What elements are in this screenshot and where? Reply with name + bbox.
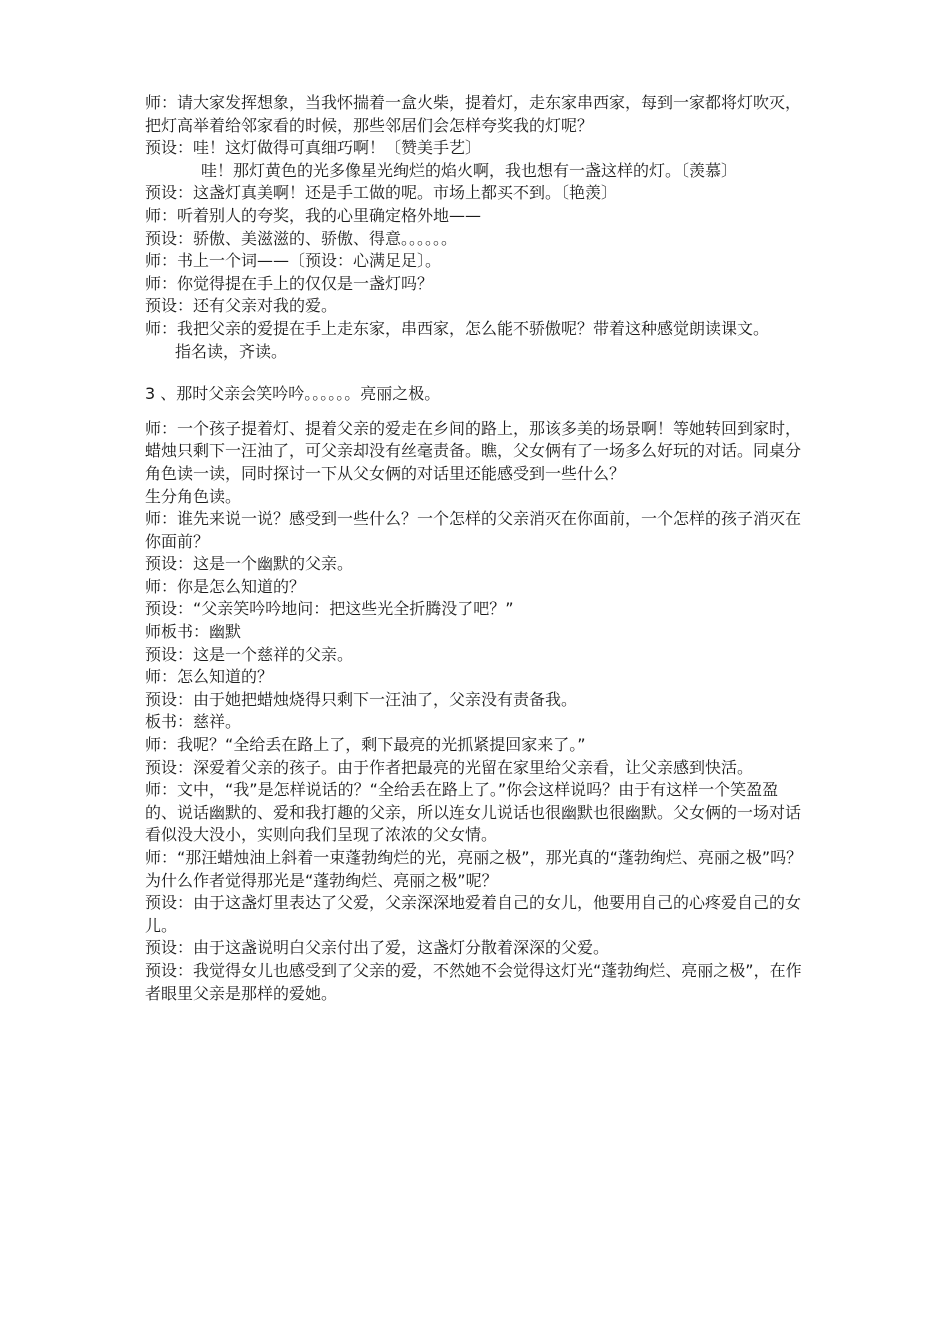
- paragraph: 师：听着别人的夸奖，我的心里确定格外地——: [145, 205, 482, 225]
- paragraph: 预设：这盏灯真美啊！还是手工做的呢。市场上都买不到。〔艳羡〕: [145, 183, 618, 203]
- paragraph: 生分角色读。: [145, 486, 242, 506]
- paragraph: 预设：“父亲笑吟吟地问：把这些光全折腾没了吧？”: [145, 599, 514, 619]
- paragraph: 师：我把父亲的爱提在手上走东家，串西家，怎么能不骄傲呢？带着这种感觉朗读课文。: [145, 318, 770, 338]
- paragraph: 预设：由于这盏说明白父亲付出了爱，这盏灯分散着深深的父爱。: [145, 938, 610, 958]
- paragraph: 预设：这是一个慈祥的父亲。: [145, 644, 354, 664]
- paragraph: 预设：由于她把蜡烛烧得只剩下一汪油了，父亲没有责备我。: [145, 689, 578, 709]
- paragraph: 师：我呢？“全给丢在路上了，剩下最亮的光抓紧提回家来了。”: [145, 735, 586, 755]
- paragraph: 师：一个孩子提着灯、提着父亲的爱走在乡间的路上，那该多美的场景啊！等她转回到家时，蜡烛只剩下一汪油了，可父亲却没有丝毫责备。瞧，父女俩有了一场多么好玩的对话。同桌分角色读一读，同时探讨一下从父女俩的对话里还能感受到一些什么？: [145, 418, 802, 483]
- paragraph: 师：“那汪蜡烛油上斜着一束蓬勃绚烂的光，亮丽之极”，那光真的“蓬勃绚烂、亮丽之极”吗？为什么作者觉得那光是“蓬勃绚烂、亮丽之极”呢？: [145, 848, 803, 890]
- paragraph: 师：请大家发挥想象，当我怀揣着一盒火柴，提着灯，走东家串西家，每到一家都将灯吹灭，把灯高举着给邻家看的时候，那些邻居们会怎样夸奖我的灯呢？: [145, 93, 802, 135]
- paragraph: 师：文中，“我”是怎样说话的？“全给丢在路上了。”你会这样说吗？由于有这样一个笑盈盈的、说话幽默的、爱和我打趣的父亲，所以连女儿说话也很幽默也很幽默。父女俩的一场对话看似没大没小，实则向我们呈现了浓浓的父女情。: [145, 780, 802, 845]
- paragraph: 指名读，齐读。: [175, 341, 288, 361]
- paragraph: 师：书上一个词——〔预设：心满足足〕。: [145, 251, 442, 271]
- paragraph: 预设：还有父亲对我的爱。: [145, 296, 338, 316]
- paragraph: 哇！那灯黄色的光多像星光绚烂的焰火啊，我也想有一盏这样的灯。〔羡慕〕: [201, 160, 738, 180]
- document-page: [145, 92, 807, 1005]
- paragraph: 师板书：幽默: [145, 622, 242, 642]
- paragraph: 师：你觉得提在手上的仅仅是一盏灯吗？: [145, 273, 434, 293]
- paragraph: 预设：由于这盏灯里表达了父爱，父亲深深地爱着自己的女儿，他要用自己的心疼爱自己的女儿。: [145, 893, 802, 935]
- paragraph: 板书：慈祥。: [145, 712, 242, 732]
- section-heading: 3 、那时父亲会笑吟吟。。。。。。亮丽之极。: [145, 384, 441, 404]
- paragraph: 师：怎么知道的？: [145, 667, 274, 687]
- paragraph: 预设：我觉得女儿也感受到了父亲的爱，不然她不会觉得这灯光“蓬勃绚烂、亮丽之极”，在作者眼里父亲是那样的爱她。: [145, 960, 802, 1003]
- paragraph: 预设：哇！这灯做得可真细巧啊！〔赞美手艺〕: [145, 138, 482, 158]
- paragraph: 预设：深爱着父亲的孩子。由于作者把最亮的光留在家里给父亲看，让父亲感到快活。: [145, 757, 754, 777]
- paragraph: 师：谁先来说一说？感受到一些什么？一个怎样的父亲消灭在你面前，一个怎样的孩子消灭在你面前？: [145, 509, 802, 551]
- paragraph: 师：你是怎么知道的？: [145, 576, 306, 596]
- paragraph: 预设：这是一个幽默的父亲。: [145, 554, 354, 574]
- paragraph: 预设：骄傲、美滋滋的、骄傲、得意。。。。。。: [145, 228, 458, 248]
